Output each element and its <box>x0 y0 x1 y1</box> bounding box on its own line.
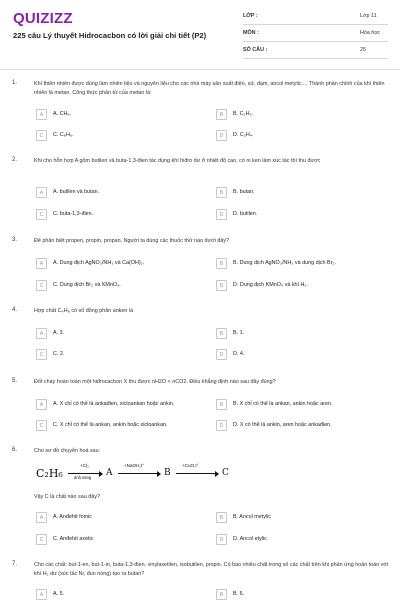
question-number: 3. <box>12 237 18 243</box>
question-number: 5. <box>12 378 18 384</box>
meta-panel <box>243 8 388 59</box>
option-letter-box: B <box>216 399 227 410</box>
option-letter-box: A <box>36 399 47 410</box>
option-label: D. Ancol etylic <box>233 536 267 542</box>
option-letter-box: A <box>36 589 47 600</box>
question-text: Cho các chất: but-1-en, but-1-in, buta-1,3-đien, vinylaxetilen, isobutilen, propin. Có bao nhiêu chất trong số các chất trên khi phản ứng hoàn toàn với khí H₂ dư (xúc tác Ni, đun nóng) tạo ra butan? <box>34 562 389 577</box>
option-label: D. butilen. <box>233 211 258 217</box>
scheme-start: C₂H₆ <box>36 467 63 480</box>
question-number: 4. <box>12 307 18 313</box>
question-text: Hợp chất C₄H₈ có số đồng phân anken là <box>34 308 134 314</box>
question-subtext: Vậy C là chất nào sau đây? <box>34 494 100 500</box>
page-header <box>0 0 400 70</box>
option-label: A. Dung dịch AgNO₃/NH₃ và Ca(OH)₂. <box>53 260 145 266</box>
header-divider <box>0 69 400 70</box>
scheme-step2-reagent: +NaOH,t° <box>124 463 144 468</box>
option-letter-box: C <box>36 534 47 545</box>
option-label: B. Dung dịch AgNO₃/NH₃ và dung dịch Br₂. <box>233 260 336 266</box>
meta-row-count <box>243 42 388 59</box>
option-letter-box: A <box>36 328 47 339</box>
scheme-step1-reagent: +Cl₂ <box>80 463 89 468</box>
question-text: Cho sơ đồ chuyển hoá sau: <box>34 448 101 454</box>
option-letter-box: B <box>216 328 227 339</box>
page-title: 225 câu Lý thuyết Hidrocacbon có lời giải chi tiết (P2) <box>13 31 207 40</box>
question-number: 2. <box>12 157 18 163</box>
option-label: B. 6. <box>233 591 245 597</box>
option-label: D. X có thể là ankin, aren hoặc ankađien. <box>233 422 332 428</box>
option-letter-box: B <box>216 187 227 198</box>
option-letter-box: C <box>36 130 47 141</box>
scheme-step1-condition: ánh sáng <box>74 475 92 480</box>
scheme-arrow-2 <box>118 473 160 474</box>
option-letter-box: D <box>216 209 227 220</box>
option-label: A. X chỉ có thể là ankađien, xicloankan hoặc ankin. <box>53 401 175 407</box>
option-label: A. butilen và butan. <box>53 189 100 195</box>
option-label: A. 5. <box>53 591 65 597</box>
option-letter-box: A <box>36 109 47 120</box>
option-label: A. CH₄. <box>53 111 72 117</box>
option-label: D. C₂H₄. <box>233 132 254 138</box>
option-label: B. butan. <box>233 189 255 195</box>
option-letter-box: B <box>216 109 227 120</box>
option-label: C. 2. <box>53 351 65 357</box>
option-letter-box: B <box>216 589 227 600</box>
question-text: Khí thiên nhiên được dùng làm nhiên liệu và nguyên liệu cho các nhà máy sản xuất điện, sứ, đạm, ancol metylic.... Thành phần chính của khí thiên nhiên là metan. Công thức phân tử của metan là: <box>34 81 385 96</box>
quizizz-logo[interactable]: QUIZIZZ <box>13 10 73 27</box>
option-letter-box: C <box>36 349 47 360</box>
option-label: C. X chỉ có thể là ankan, ankin hoặc xicloankan. <box>53 422 168 428</box>
scheme-node-b: B <box>164 468 171 478</box>
meta-value: Hóa học <box>360 30 381 36</box>
option-letter-box: A <box>36 187 47 198</box>
option-letter-box: A <box>36 258 47 269</box>
meta-value: Lớp 11 <box>360 13 377 19</box>
option-letter-box: A <box>36 512 47 523</box>
question-text: Đốt cháy hoàn toàn một hiđrocacbon X thu được nH2O < nCO2. Điều khẳng định nào sau đây đúng? <box>34 379 276 385</box>
meta-row-subject <box>243 25 388 42</box>
option-label: D. 4. <box>233 351 245 357</box>
option-label: B. X chỉ có thể là ankan, ankin hoặc aren. <box>233 401 333 407</box>
option-letter-box: B <box>216 258 227 269</box>
reaction-scheme <box>36 463 246 485</box>
option-letter-box: D <box>216 534 227 545</box>
scheme-node-c: C <box>222 468 229 478</box>
meta-key: LỚP : <box>243 13 258 19</box>
option-label: A. 3. <box>53 330 65 336</box>
question-text: Khi cho hỗn hợp A gồm butilen và buta-1,3-đien tác dụng khí hiđro dư ở nhiệt độ cao, có ni ken làm xúc tác thì thu được <box>34 158 321 164</box>
option-letter-box: C <box>36 280 47 291</box>
question-number: 7. <box>12 561 18 567</box>
question-number: 1. <box>12 80 18 86</box>
option-label: D. Dung dịch KMnO₄ và khí H₂. <box>233 282 308 288</box>
option-letter-box: D <box>216 349 227 360</box>
scheme-node-a: A <box>106 468 113 478</box>
option-letter-box: D <box>216 130 227 141</box>
option-label: A. Anđehit fomic <box>53 514 92 520</box>
option-label: C. buta-1,3-đien. <box>53 211 94 217</box>
question-number: 6. <box>12 447 18 453</box>
option-label: B. 1. <box>233 330 245 336</box>
option-letter-box: D <box>216 420 227 431</box>
option-letter-box: B <box>216 512 227 523</box>
option-letter-box: C <box>36 209 47 220</box>
option-letter-box: D <box>216 280 227 291</box>
scheme-arrow-1 <box>68 473 102 474</box>
meta-key: MÔN : <box>243 30 259 36</box>
option-label: C. C₆H₆. <box>53 132 74 138</box>
question-text: Để phân biệt propen, propin, propan. Người ta dùng các thuốc thử nào dưới đây? <box>34 238 230 244</box>
option-letter-box: C <box>36 420 47 431</box>
meta-key: SỐ CÂU : <box>243 47 268 53</box>
meta-row-class <box>243 8 388 25</box>
scheme-arrow-3 <box>176 473 218 474</box>
scheme-step3-reagent: +CuO,t° <box>182 463 199 468</box>
option-label: B. Ancol metylic <box>233 514 272 520</box>
option-label: C. Dung dịch Br₂ và KMnO₄. <box>53 282 121 288</box>
option-label: B. C₂H₂. <box>233 111 254 117</box>
option-label: C. Anđehit axetic <box>53 536 94 542</box>
meta-value: 25 <box>360 47 366 53</box>
